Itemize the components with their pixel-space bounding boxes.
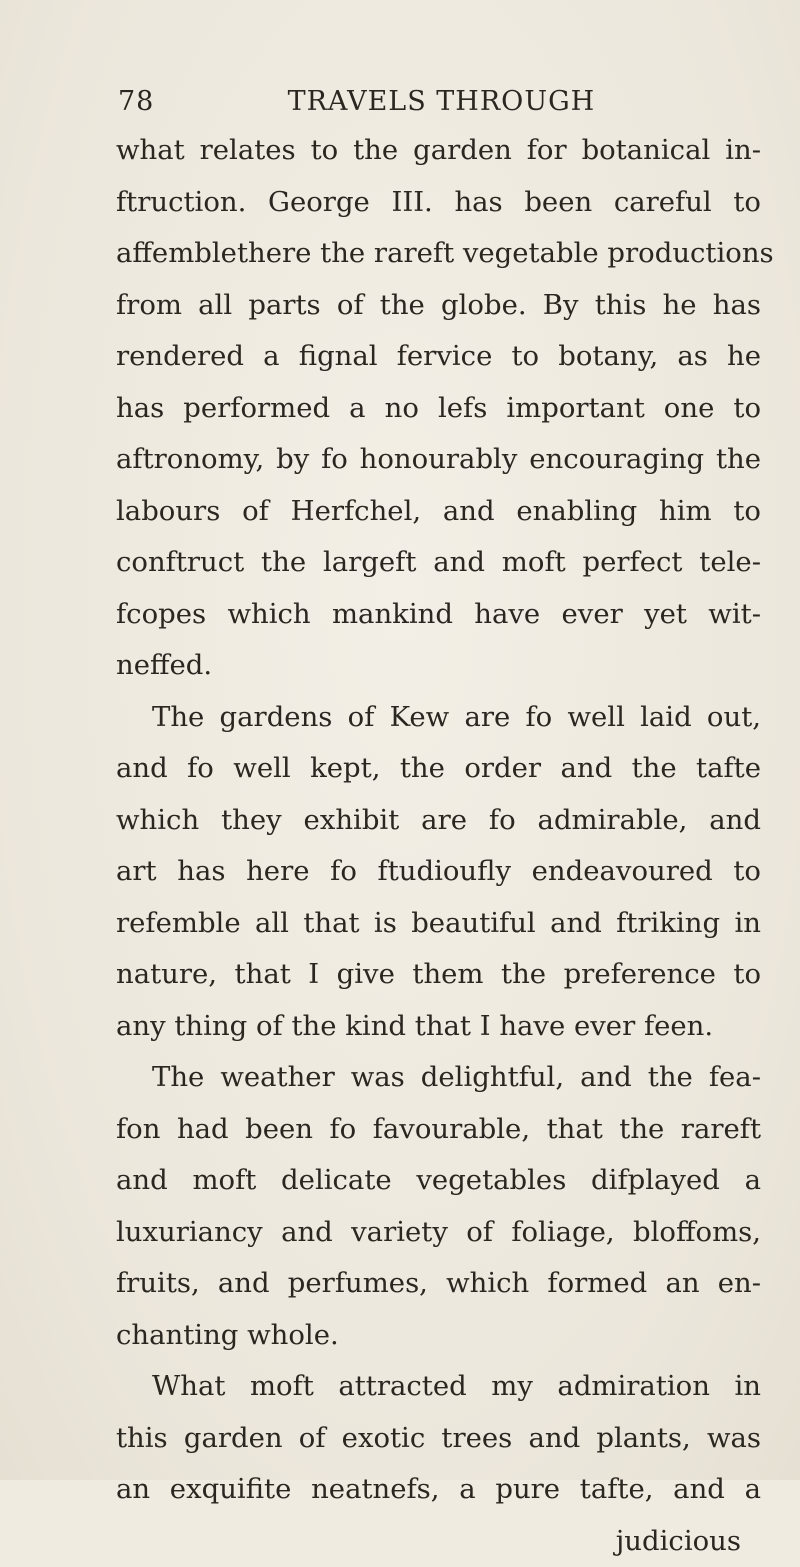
text-line: conftruct the largeft and moft perfect tele- [116,537,761,589]
running-header [118,86,595,117]
text-line: what relates to the garden for botanical in- [116,125,761,177]
text-line: chanting whole. [116,1310,761,1362]
text-line: fcopes which mankind have ever yet wit- [116,589,761,641]
text-line: aftronomy, by fo honourably encouraging the [116,434,761,486]
text-line: luxuriancy and variety of foliage, bloffoms, [116,1207,761,1259]
catchword: judicious [116,1516,761,1567]
text-line: an exquifite neatnefs, a pure tafte, and a [116,1464,761,1516]
text-line: rendered a fignal fervice to botany, as he [116,331,761,383]
text-line: nature, that I give them the preference to [116,949,761,1001]
text-line: art has here fo ftudioufly endeavoured to [116,846,761,898]
body-text [116,125,761,1567]
text-line: The gardens of Kew are fo well laid out, [116,692,761,744]
text-line: The weather was delightful, and the fea- [116,1052,761,1104]
text-line: refemble all that is beautiful and ftriking in [116,898,761,950]
text-line: which they exhibit are fo admirable, and [116,795,761,847]
page-number: 78 [118,86,278,117]
text-line: neffed. [116,640,761,692]
text-line: affemblethere the rareft vegetable productions [116,228,761,280]
text-line: and moft delicate vegetables difplayed a [116,1155,761,1207]
running-title: TRAVELS THROUGH [288,86,596,117]
text-line: fruits, and perfumes, which formed an en- [116,1258,761,1310]
text-line: has performed a no lefs important one to [116,383,761,435]
text-line: ftruction. George III. has been careful to [116,177,761,229]
text-line: and fo well kept, the order and the tafte [116,743,761,795]
text-line: fon had been fo favourable, that the rareft [116,1104,761,1156]
text-line: this garden of exotic trees and plants, was [116,1413,761,1465]
text-line: What moft attracted my admiration in [116,1361,761,1413]
text-line: any thing of the kind that I have ever feen. [116,1001,761,1053]
text-line: from all parts of the globe. By this he has [116,280,761,332]
text-line: labours of Herfchel, and enabling him to [116,486,761,538]
